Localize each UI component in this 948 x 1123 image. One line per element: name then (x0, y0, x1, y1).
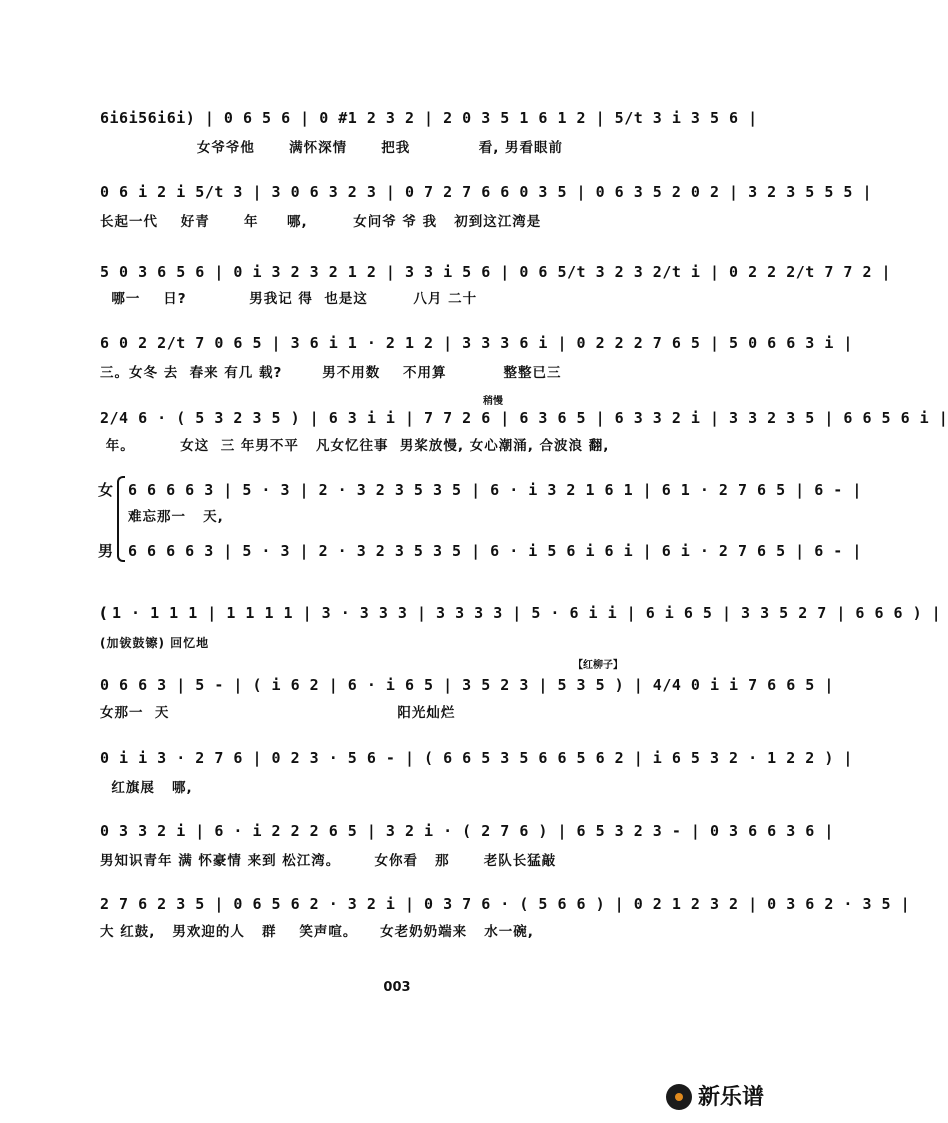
notation-line-6: 1 · 1 1 1 | 1 1 1 1 | 3 · 3 3 3 | 3 3 3 3 | 5 · 6 i i | 6 i 6 5 | 3 3 5 2 7 | 6 6 6 ) | (112, 604, 942, 622)
notation-line-8: 0 i i 3 · 2 7 6 | 0 2 3 · 5 6 - | ( 6 6 5 3 5 6 6 5 6 2 | i 6 5 3 2 · 1 2 2 ) | (100, 749, 853, 767)
vinyl-disc-icon (666, 1084, 692, 1110)
interlude-open-paren: ( (100, 604, 107, 622)
lyrics-line-4: 三。女冬 去 春来 有几 载? 男不用数 不用算 整整已三 (100, 365, 562, 381)
lyrics-duet: 难忘那一 天, (128, 509, 224, 525)
notation-line-3: 5 0 3 6 5 6 | 0 i 3 2 3 2 1 2 | 3 3 i 5 6 | 0 6 5/t 3 2 3 2/t i | 0 2 2 2/t 7 7 2 | (100, 263, 892, 281)
notation-line-2: 0 6 i 2 i 5/t 3 | 3 0 6 3 2 3 | 0 7 2 7 6 6 0 3 5 | 0 6 3 5 2 0 2 | 3 2 3 5 5 5 | (100, 183, 872, 201)
lyrics-line-9: 男知识青年 满 怀豪情 来到 松江湾。 女你看 那 老队长猛敲 (100, 853, 557, 869)
notation-line-9: 0 3 3 2 i | 6 · i 2 2 2 6 5 | 3 2 i · ( 2 7 6 ) | 6 5 3 2 3 - | 0 3 6 6 3 6 | (100, 822, 834, 840)
notation-line-1: 6i6i56i6i) | 0 6 5 6 | 0 #1 2 3 2 | 2 0 3 5 1 6 1 2 | 5/t 3 i 3 5 6 | (100, 109, 758, 127)
notation-line-4: 6 0 2 2/t 7 0 6 5 | 3 6 i 1 · 2 1 2 | 3 3 3 6 i | 0 2 2 2 7 6 5 | 5 0 6 6 3 i | (100, 334, 853, 352)
page-number: 003 (383, 980, 411, 995)
notation-male-part: 6 6 6 6 3 | 5 · 3 | 2 · 3 2 3 5 3 5 | 6 · i 5 6 i 6 i | 6 i · 2 7 6 5 | 6 - | (128, 542, 862, 560)
notation-line-5: 2/4 6 · ( 5 3 2 3 5 ) | 6 3 i i | 7 7 2 6 | 6 3 6 5 | 6 3 3 2 i | 3 3 2 3 5 | 6 6 5 6 i | (100, 409, 948, 427)
system-brace (117, 476, 125, 562)
lyrics-line-8: 红旗展 哪, (100, 780, 193, 796)
notation-line-7: 0 6 6 3 | 5 - | ( i 6 2 | 6 · i 6 5 | 3 5 2 3 | 5 3 5 ) | 4/4 0 i i 7 6 6 5 | (100, 676, 834, 694)
tempo-marking-slower: 稍慢 (483, 396, 503, 407)
lyrics-line-1: 女爷爷他 满怀深情 把我 看, 男看眼前 (100, 140, 564, 156)
lyrics-line-3: 哪一 日? 男我记 得 也是这 八月 二十 (100, 291, 478, 307)
lyrics-line-6: (加钹鼓镲) 回忆地 (100, 636, 210, 650)
lyrics-line-10: 大 红鼓, 男欢迎的人 群 笑声喧。 女老奶奶端来 水一碗, (100, 924, 534, 940)
annotation-hongliuzi: 【红柳子】 (573, 660, 623, 671)
voice-label-male: 男 (98, 542, 114, 560)
logo-text: 新乐谱 (698, 1085, 765, 1110)
lyrics-line-7: 女那一 天 阳光灿烂 (100, 705, 456, 721)
lyrics-line-5: 年。 女这 三 年男不平 凡女忆往事 男桨放慢, 女心潮涌, 合波浪 翻, (100, 438, 610, 454)
notation-line-10: 2 7 6 2 3 5 | 0 6 5 6 2 · 3 2 i | 0 3 7 6 · ( 5 6 6 ) | 0 2 1 2 3 2 | 0 3 6 2 · 3 5 | (100, 895, 911, 913)
notation-female-part: 6 6 6 6 3 | 5 · 3 | 2 · 3 2 3 5 3 5 | 6 · i 3 2 1 6 1 | 6 1 · 2 7 6 5 | 6 - | (128, 481, 862, 499)
lyrics-line-2: 长起一代 好青 年 哪, 女问爷 爷 我 初到这江湾是 (100, 214, 542, 230)
voice-label-female: 女 (98, 481, 114, 499)
site-logo (666, 1080, 794, 1120)
